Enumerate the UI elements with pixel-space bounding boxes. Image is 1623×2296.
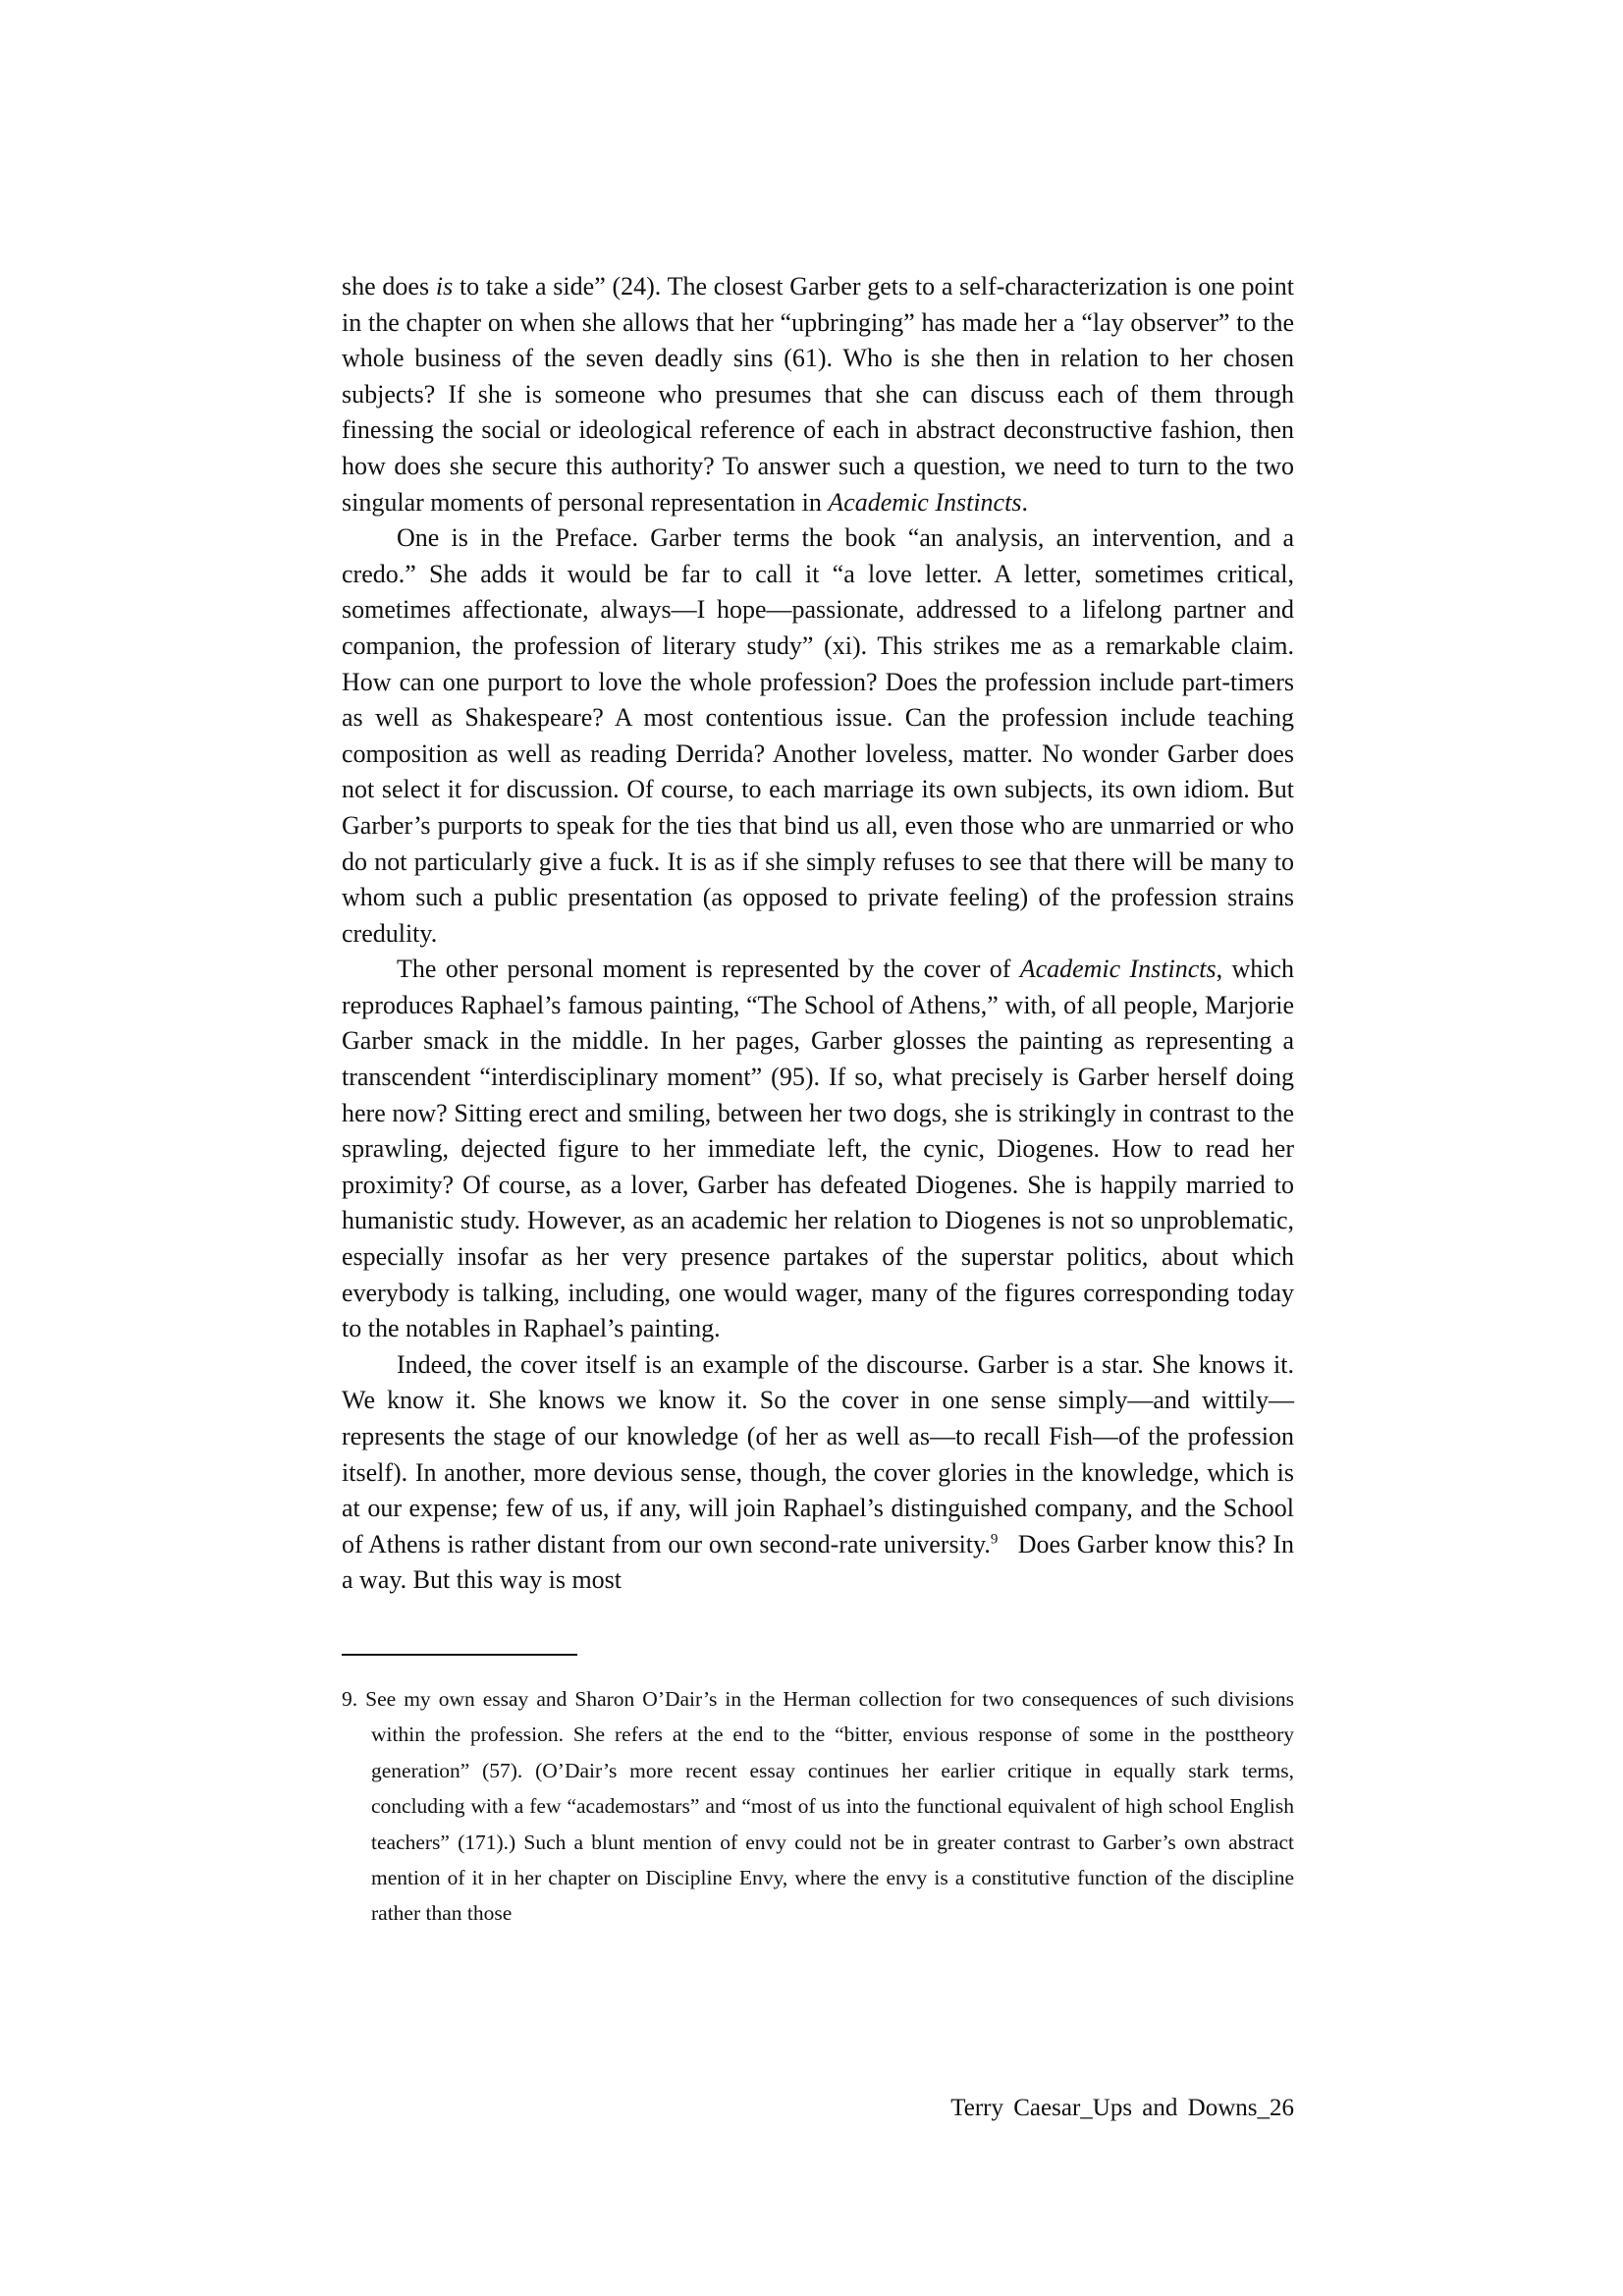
document-page bbox=[342, 269, 1301, 1932]
paragraph-3-text-a: The other personal moment is represented by the cover of bbox=[397, 955, 1020, 984]
paragraph-4 bbox=[342, 1347, 1301, 1599]
paragraph-1-text-a: she does bbox=[342, 272, 436, 301]
body-text bbox=[342, 269, 1301, 1599]
footnote-9: 9. See my own essay and Sharon O’Dair’s in the Herman collection for two consequences of such divisions within the profession. She refers at the end to the “bitter, envious response of some in the posttheory generation” (57). (O’Dair’s more recent essay continues her earlier critique in equally stark terms, concluding with a few “academostars” and “most of us into the functional equivalent of high school English teachers” (171).) Such a blunt mention of envy could not be in greater contrast to Garber’s own abstract mention of it in her chapter on Discipline Envy, where the envy is a constitutive function of the discipline rather than those bbox=[342, 1686, 1294, 1926]
footnote-separator bbox=[342, 1654, 577, 1656]
paragraph-1-text-c: . bbox=[1021, 487, 1028, 517]
paragraph-2: One is in the Preface. Garber terms the book “an analysis, an intervention, and a credo.” She adds it would be far to call it “a love letter. A letter, sometimes critical, sometimes affectionate, always—I hope—passionate, addressed to a lifelong partner and companion, the profession of literary study” (xi). This strikes me as a remarkable claim. How can one purport to love the whole profession? Does the profession include part-timers as well as Shakespeare? A most contentious issue. Can the profession include teaching composition as well as reading Derrida? Another loveless, matter. No wonder Garber does not select it for discussion. Of course, to each marriage its own subjects, its own idiom. But Garber’s purports to speak for the ties that bind us all, even those who are unmarried or who do not particularly give a fuck. It is as if she simply refuses to see that there will be many to whom such a public presentation (as opposed to private feeling) of the profession strains credulity. bbox=[342, 523, 1294, 948]
paragraph-3 bbox=[342, 952, 1294, 1347]
book-title: Academic Instincts bbox=[828, 487, 1022, 517]
footnote-marker: 9 bbox=[990, 1531, 999, 1548]
emphasis-is: is bbox=[435, 272, 454, 301]
paragraph-1-text-b: to take a side” (24). The closest Garber gets to a self-characterization is one point in the chapter on when she allows that her “upbringing” has made her a “lay observer” to the whole business of the seven deadly sins (61). Who is she then in relation to her chosen subjects? If she is someone who presumes that she can discuss each of them through finessing the social or ideological reference of each in abstract deconstructive fashion, then how does she secure this authority? To answer such a question, we need to turn to the two singular moments of personal representation in bbox=[342, 272, 1294, 517]
paragraph-4-text-a: Indeed, the cover itself is an example of the discourse. Garber is a star. She knows it. We know it. She knows we know it. So the cover in one sense simply—and wittily—represents the stage of our knowledge (of her as well as—to recall Fish—of the profession itself). In another, more devious sense, though, the cover glories in the knowledge, which is at our expense; few of us, if any, will join Raphael’s distinguished company, and the School of Athens is rather distant from our own second-rate university. bbox=[342, 1349, 1294, 1558]
paragraph-4-text-b: Does Garber know this? In a way. But this way is most bbox=[342, 1529, 1301, 1595]
running-footer: Terry Caesar_Ups and Downs_26 bbox=[950, 2095, 1294, 2121]
paragraph-1 bbox=[342, 269, 1294, 520]
paragraph-3-text-b: , which reproduces Raphael’s famous painting, “The School of Athens,” with, of all people, Marjorie Garber smack in the middle. In her pages, Garber glosses the painting as representing a transcendent “interdisciplinary moment” (95). If so, what precisely is Garber herself doing here now? Sitting erect and smiling, between her two dogs, she is strikingly in contrast to the sprawling, dejected figure to her immediate left, the cynic, Diogenes. How to read her proximity? Of course, as a lover, Garber has defeated Diogenes. She is happily married to humanistic study. However, as an academic her relation to Diogenes is not so unproblematic, especially insofar as her very presence partakes of the superstar politics, about which everybody is talking, including, one would wager, many of the figures corresponding today to the notables in Raphael’s painting. bbox=[342, 955, 1294, 1343]
book-title: Academic Instincts bbox=[1019, 955, 1217, 984]
